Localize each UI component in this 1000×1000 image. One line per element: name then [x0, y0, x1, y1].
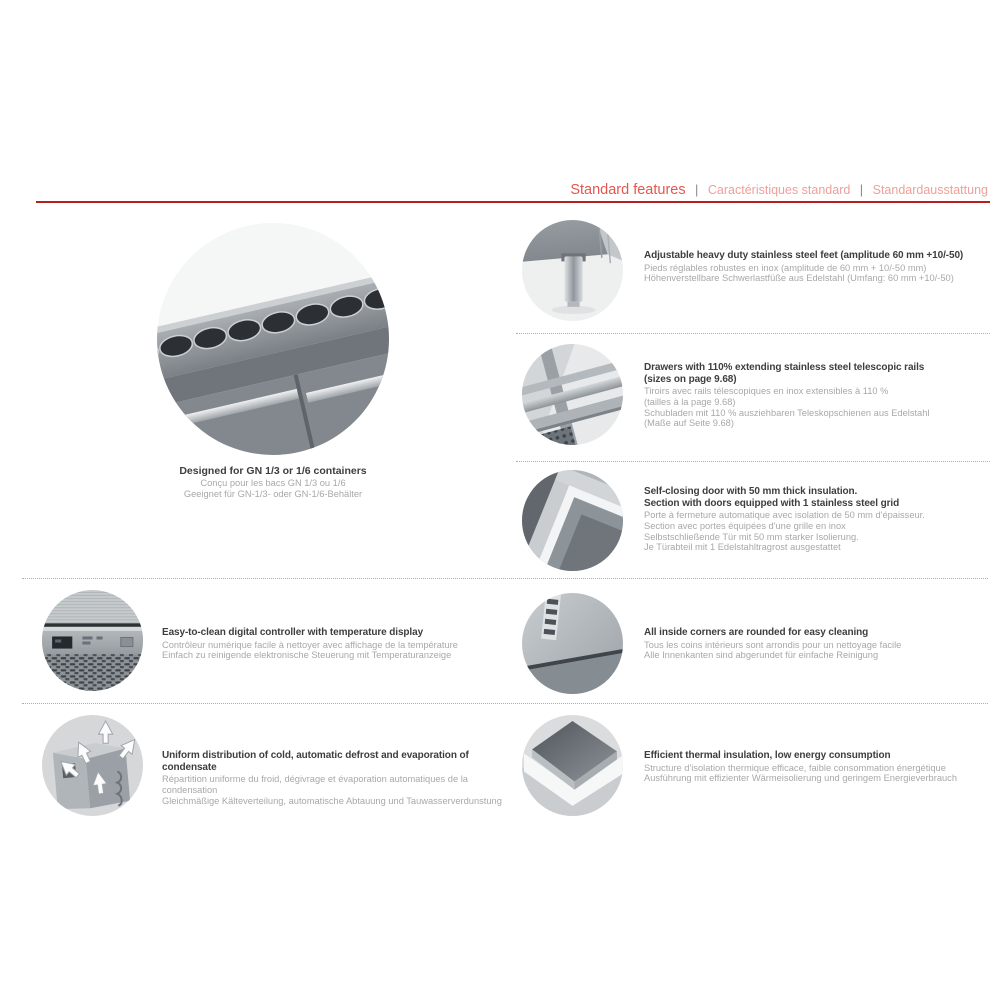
dotted-divider — [516, 333, 990, 334]
feature-subtitle — [644, 763, 996, 785]
feature-title — [644, 250, 996, 262]
rounded-corners-illustration — [522, 593, 623, 694]
feature-subtitle — [162, 774, 514, 806]
text-line: Einfach zu reinigende elektronische Steuerung mit Temperaturanzeige — [162, 650, 452, 661]
telescopic-rails-photo — [522, 344, 623, 445]
text-line: Geeignet für GN-1/3- oder GN-1/6-Behälter — [183, 488, 363, 499]
header-title-fr: Caractéristiques standard — [707, 183, 851, 197]
page-header — [0, 181, 988, 199]
text-line: Répartition uniforme du froid, dégivrage et évaporation automatiques de la condensation — [162, 774, 468, 795]
adjustable-feet-photo — [522, 220, 623, 321]
text-line: Tiroirs avec rails télescopiques en inox extensibles à 110 % — [644, 386, 889, 396]
text-line: (tailles à la page 9.68) — [644, 396, 736, 407]
telescopic-rails-illustration — [522, 344, 623, 445]
header-title-en: Standard features — [570, 182, 686, 198]
insulation-section-photo — [522, 715, 623, 816]
airflow-defrost-photo — [42, 715, 143, 816]
text-line: Selbstschließende Tür mit 50 mm starker Isolierung. — [644, 531, 859, 542]
text-line: All inside corners are rounded for easy cleaning — [644, 627, 869, 638]
text-line: Tous les coins intérieurs sont arrondis pour un nettoyage facile — [644, 639, 902, 650]
feature-subtitle — [644, 510, 996, 553]
rounded-corners-photo — [522, 593, 623, 694]
text-line: Höhenverstellbare Schwerlastfüße aus Edelstahl (Umfang: 60 mm +10/-50) — [644, 273, 954, 284]
text-line: Je Türabteil mit 1 Edelstahltragrost ausgestattet — [644, 542, 841, 553]
dotted-divider — [22, 578, 988, 579]
text-line: Section with doors equipped with 1 stainless steel grid — [644, 497, 900, 509]
door-gasket-illustration — [522, 470, 623, 571]
feature-title — [644, 627, 996, 639]
text-line: Adjustable heavy duty stainless steel feet (amplitude 60 mm +10/-50) — [644, 250, 964, 261]
feature-subtitle — [644, 386, 996, 429]
header-rule — [36, 201, 990, 203]
gn-containers-photo — [157, 223, 389, 455]
adjustable-feet-illustration — [522, 220, 623, 321]
feature-subtitle — [162, 640, 514, 662]
insulation-section-illustration — [522, 715, 623, 816]
feature-title — [162, 627, 514, 639]
feature-title — [644, 486, 996, 509]
feature-subtitle — [644, 263, 996, 285]
text-line: Conçu pour les bacs GN 1/3 ou 1/6 — [200, 478, 346, 488]
feature-text-block — [162, 627, 514, 661]
gn-containers-illustration — [157, 223, 389, 455]
text-line: Schubladen mit 110 % ausziehbaren Teleskopschienen aus Edelstahl — [644, 407, 930, 418]
text-line: Section avec portes équipées d'une grille en inox — [644, 520, 846, 531]
hero-caption — [123, 465, 423, 500]
text-line: Drawers with 110% extending stainless steel telescopic rails — [644, 362, 925, 373]
feature-text-block — [644, 250, 996, 284]
text-line: Gleichmäßige Kälteverteilung, automatische Abtauung und Tauwasserverdunstung — [162, 795, 502, 806]
feature-title — [644, 362, 996, 385]
feature-text-block — [644, 486, 996, 553]
text-line: Pieds réglables robustes en inox (amplitude de 60 mm + 10/-50 mm) — [644, 262, 927, 273]
digital-controller-photo — [42, 590, 143, 691]
text-line: Alle Innenkanten sind abgerundet für einfache Reinigung — [644, 650, 879, 661]
text-line: Ausführung mit effizienter Wärmeisolierung und geringem Energieverbrauch — [644, 773, 957, 784]
feature-title — [644, 750, 996, 762]
text-line: Easy-to-clean digital controller with temperature display — [162, 627, 424, 638]
header-separator: | — [859, 182, 864, 197]
text-line: Contrôleur numérique facile à nettoyer avec affichage de la température — [162, 639, 458, 650]
feature-text-block — [644, 362, 996, 429]
dotted-divider — [22, 703, 988, 704]
digital-controller-illustration — [42, 590, 143, 691]
feature-text-block — [644, 627, 996, 661]
header-separator: | — [695, 182, 699, 197]
header-title-de: Standardausstattung — [872, 183, 988, 197]
dotted-divider — [516, 461, 990, 462]
feature-title — [162, 750, 514, 773]
text-line: Porte à fermeture automatique avec isolation de 50 mm d'épaisseur. — [644, 510, 925, 520]
text-line: Self-closing door with 50 mm thick insulation. — [644, 486, 858, 497]
feature-text-block — [644, 750, 996, 784]
door-gasket-photo — [522, 470, 623, 571]
hero-caption-subtitle — [123, 478, 423, 500]
feature-subtitle — [644, 640, 996, 662]
text-line: Structure d'isolation thermique efficace, faible consommation énergétique — [644, 762, 946, 773]
text-line: (Maße auf Seite 9.68) — [644, 418, 734, 429]
text-line: (sizes on page 9.68) — [644, 373, 737, 385]
hero-caption-title: Designed for GN 1/3 or 1/6 containers — [179, 465, 367, 477]
text-line: Efficient thermal insulation, low energy consumption — [644, 750, 891, 761]
airflow-defrost-illustration — [42, 715, 143, 816]
text-line: Uniform distribution of cold, automatic defrost and evaporation of condensate — [162, 750, 469, 773]
feature-text-block — [162, 750, 514, 806]
